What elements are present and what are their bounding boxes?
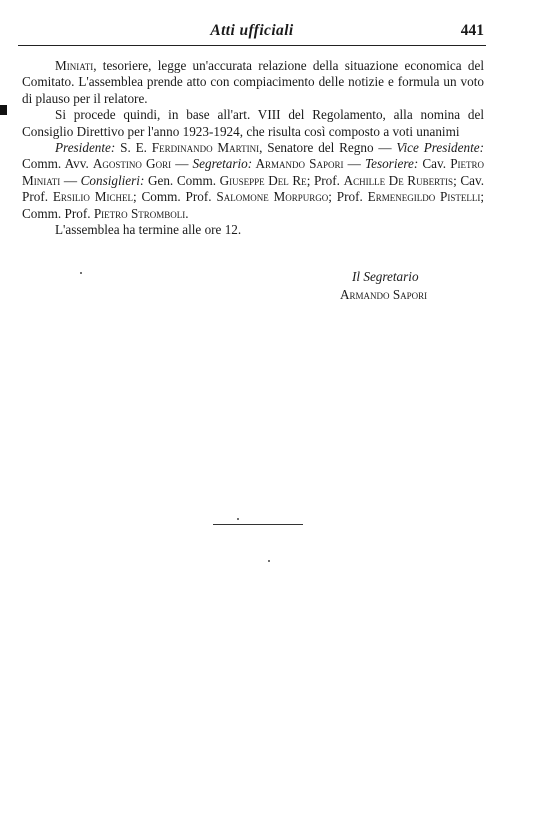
consigliere-name: Ermenegildo Pistelli (367, 189, 481, 205)
tesoriere-prefix: Cav. (418, 156, 451, 172)
tesoriere-name: Pietro Miniati (22, 156, 485, 188)
header-rule (18, 45, 486, 46)
running-header (18, 22, 486, 44)
consigliere-prefix: ; Cav. Prof. (22, 172, 485, 205)
consiglieri-label: Consiglieri: (80, 172, 145, 188)
separator-dash: — (60, 172, 81, 188)
paragraph-end: . (185, 205, 189, 221)
presidente-name: Ferdinando Martini (151, 140, 260, 156)
paragraph-closing: L'assemblea ha termine alle ore 12. (55, 222, 242, 238)
segretario-label: Segretario: (192, 156, 253, 172)
page-number: 441 (460, 22, 484, 39)
consigliere-name: Giuseppe Del Re (219, 172, 307, 188)
consigliere-prefix: ; Comm. Prof. (132, 189, 217, 205)
separator-dash: — (343, 156, 365, 172)
paragraph-council-election: Si procede quindi, in base all'art. VIII del Regolamento, alla nomina del Consiglio Direttivo per l'anno 1923-1924, che risulta così composto a voti unanimi (22, 107, 484, 139)
body-text (22, 58, 484, 238)
treasurer-name: Miniati (55, 58, 94, 73)
print-speck (237, 518, 239, 520)
signature-block (340, 268, 427, 304)
consigliere-name: Ersilio Michel (52, 189, 133, 205)
consigliere-prefix: ; Prof. (328, 189, 368, 205)
vice-presidente-prefix: Comm. Avv. (22, 156, 93, 172)
print-speck (80, 272, 82, 274)
consigliere-name: Salomone Morpurgo (216, 189, 329, 205)
vice-presidente-label: Vice Presidente: (396, 140, 484, 156)
separator-dash: — (171, 156, 193, 172)
consigliere-prefix: Gen. Comm. (144, 172, 220, 188)
presidente-prefix: S. E. (115, 140, 152, 156)
segretario-name: Armando Sapori (252, 156, 344, 172)
presidente-label: Presidente: (55, 140, 116, 156)
tesoriere-label: Tesoriere: (364, 156, 419, 172)
end-rule (213, 524, 303, 525)
margin-mark (0, 105, 7, 115)
consigliere-prefix: ; Prof. (306, 172, 344, 188)
treasurer-report-text: , tesoriere, legge un'accurata relazione della situazione economica del Comitato. L'assemblea prende atto con compiacimento delle notizie e formula un voto di plauso per il relatore. (22, 58, 484, 106)
paragraph-council-members (22, 140, 484, 222)
consigliere-prefix: ; Comm. Prof. (22, 189, 485, 221)
consigliere-name: Pietro Stromboli (93, 205, 186, 221)
paragraph-treasurer-report (22, 58, 484, 107)
signature-name: Armando Sapori (340, 287, 428, 302)
signature-role: Il Segretario (352, 269, 419, 284)
vice-presidente-name: Agostino Gori (92, 156, 172, 172)
presidente-suffix: , Senatore del Regno — (259, 140, 397, 156)
consigliere-name: Achille De Rubertis (343, 172, 454, 188)
running-title: Atti ufficiali (210, 22, 294, 39)
print-speck (268, 560, 270, 562)
